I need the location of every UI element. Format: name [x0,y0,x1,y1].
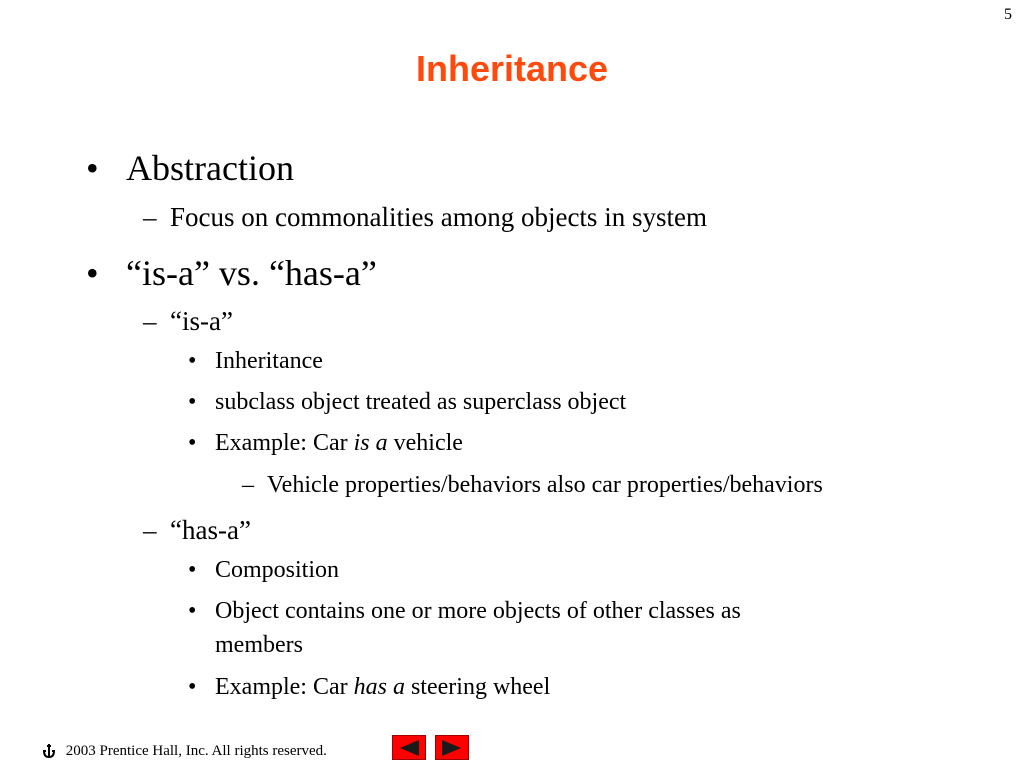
bullet-is-a: “is-a” [170,306,233,336]
bullet-has-a: “has-a” [170,515,251,545]
bullet-focus-commonalities: Focus on commonalities among objects in system [170,202,707,232]
prentice-hall-logo [40,742,58,760]
bullet-marker: • [188,389,197,415]
bullet-marker: – [143,306,157,336]
bullet-inheritance: Inheritance [215,348,323,374]
bullet-vehicle-properties: Vehicle properties/behaviors also car properties/behaviors [267,472,823,498]
bullet-example-has-a: Example: Car has a steering wheel [215,674,551,700]
previous-slide-button[interactable] [392,735,426,760]
next-slide-button[interactable] [435,735,469,760]
copyright-text: 2003 Prentice Hall, Inc. All rights reserved. [65,742,327,759]
bullet-marker: – [143,515,157,545]
page-number: 5 [1004,6,1012,23]
bullet-abstraction: Abstraction [126,148,294,188]
bullet-marker: • [188,598,197,624]
bullet-is-a-vs-has-a: “is-a” vs. “has-a” [126,253,377,293]
bullet-marker: • [188,348,197,374]
bullet-object-contains: Object contains one or more objects of other classes as [215,598,741,624]
bullet-marker: • [86,253,99,293]
arrow-left-icon [397,739,421,757]
arrow-right-icon [440,739,464,757]
bullet-object-contains-continued: members [215,632,303,658]
bullet-marker: – [143,202,157,232]
bullet-marker: • [188,674,197,700]
bullet-composition: Composition [215,557,340,583]
footer [40,742,327,760]
bullet-example-is-a: Example: Car is a vehicle [215,430,463,456]
bullet-marker: – [242,472,254,498]
bullet-marker: • [188,557,197,583]
bullet-subclass-object: subclass object treated as superclass object [215,389,627,415]
bullet-marker: • [188,430,197,456]
bullet-marker: • [86,148,99,188]
slide-title: Inheritance [415,48,609,89]
